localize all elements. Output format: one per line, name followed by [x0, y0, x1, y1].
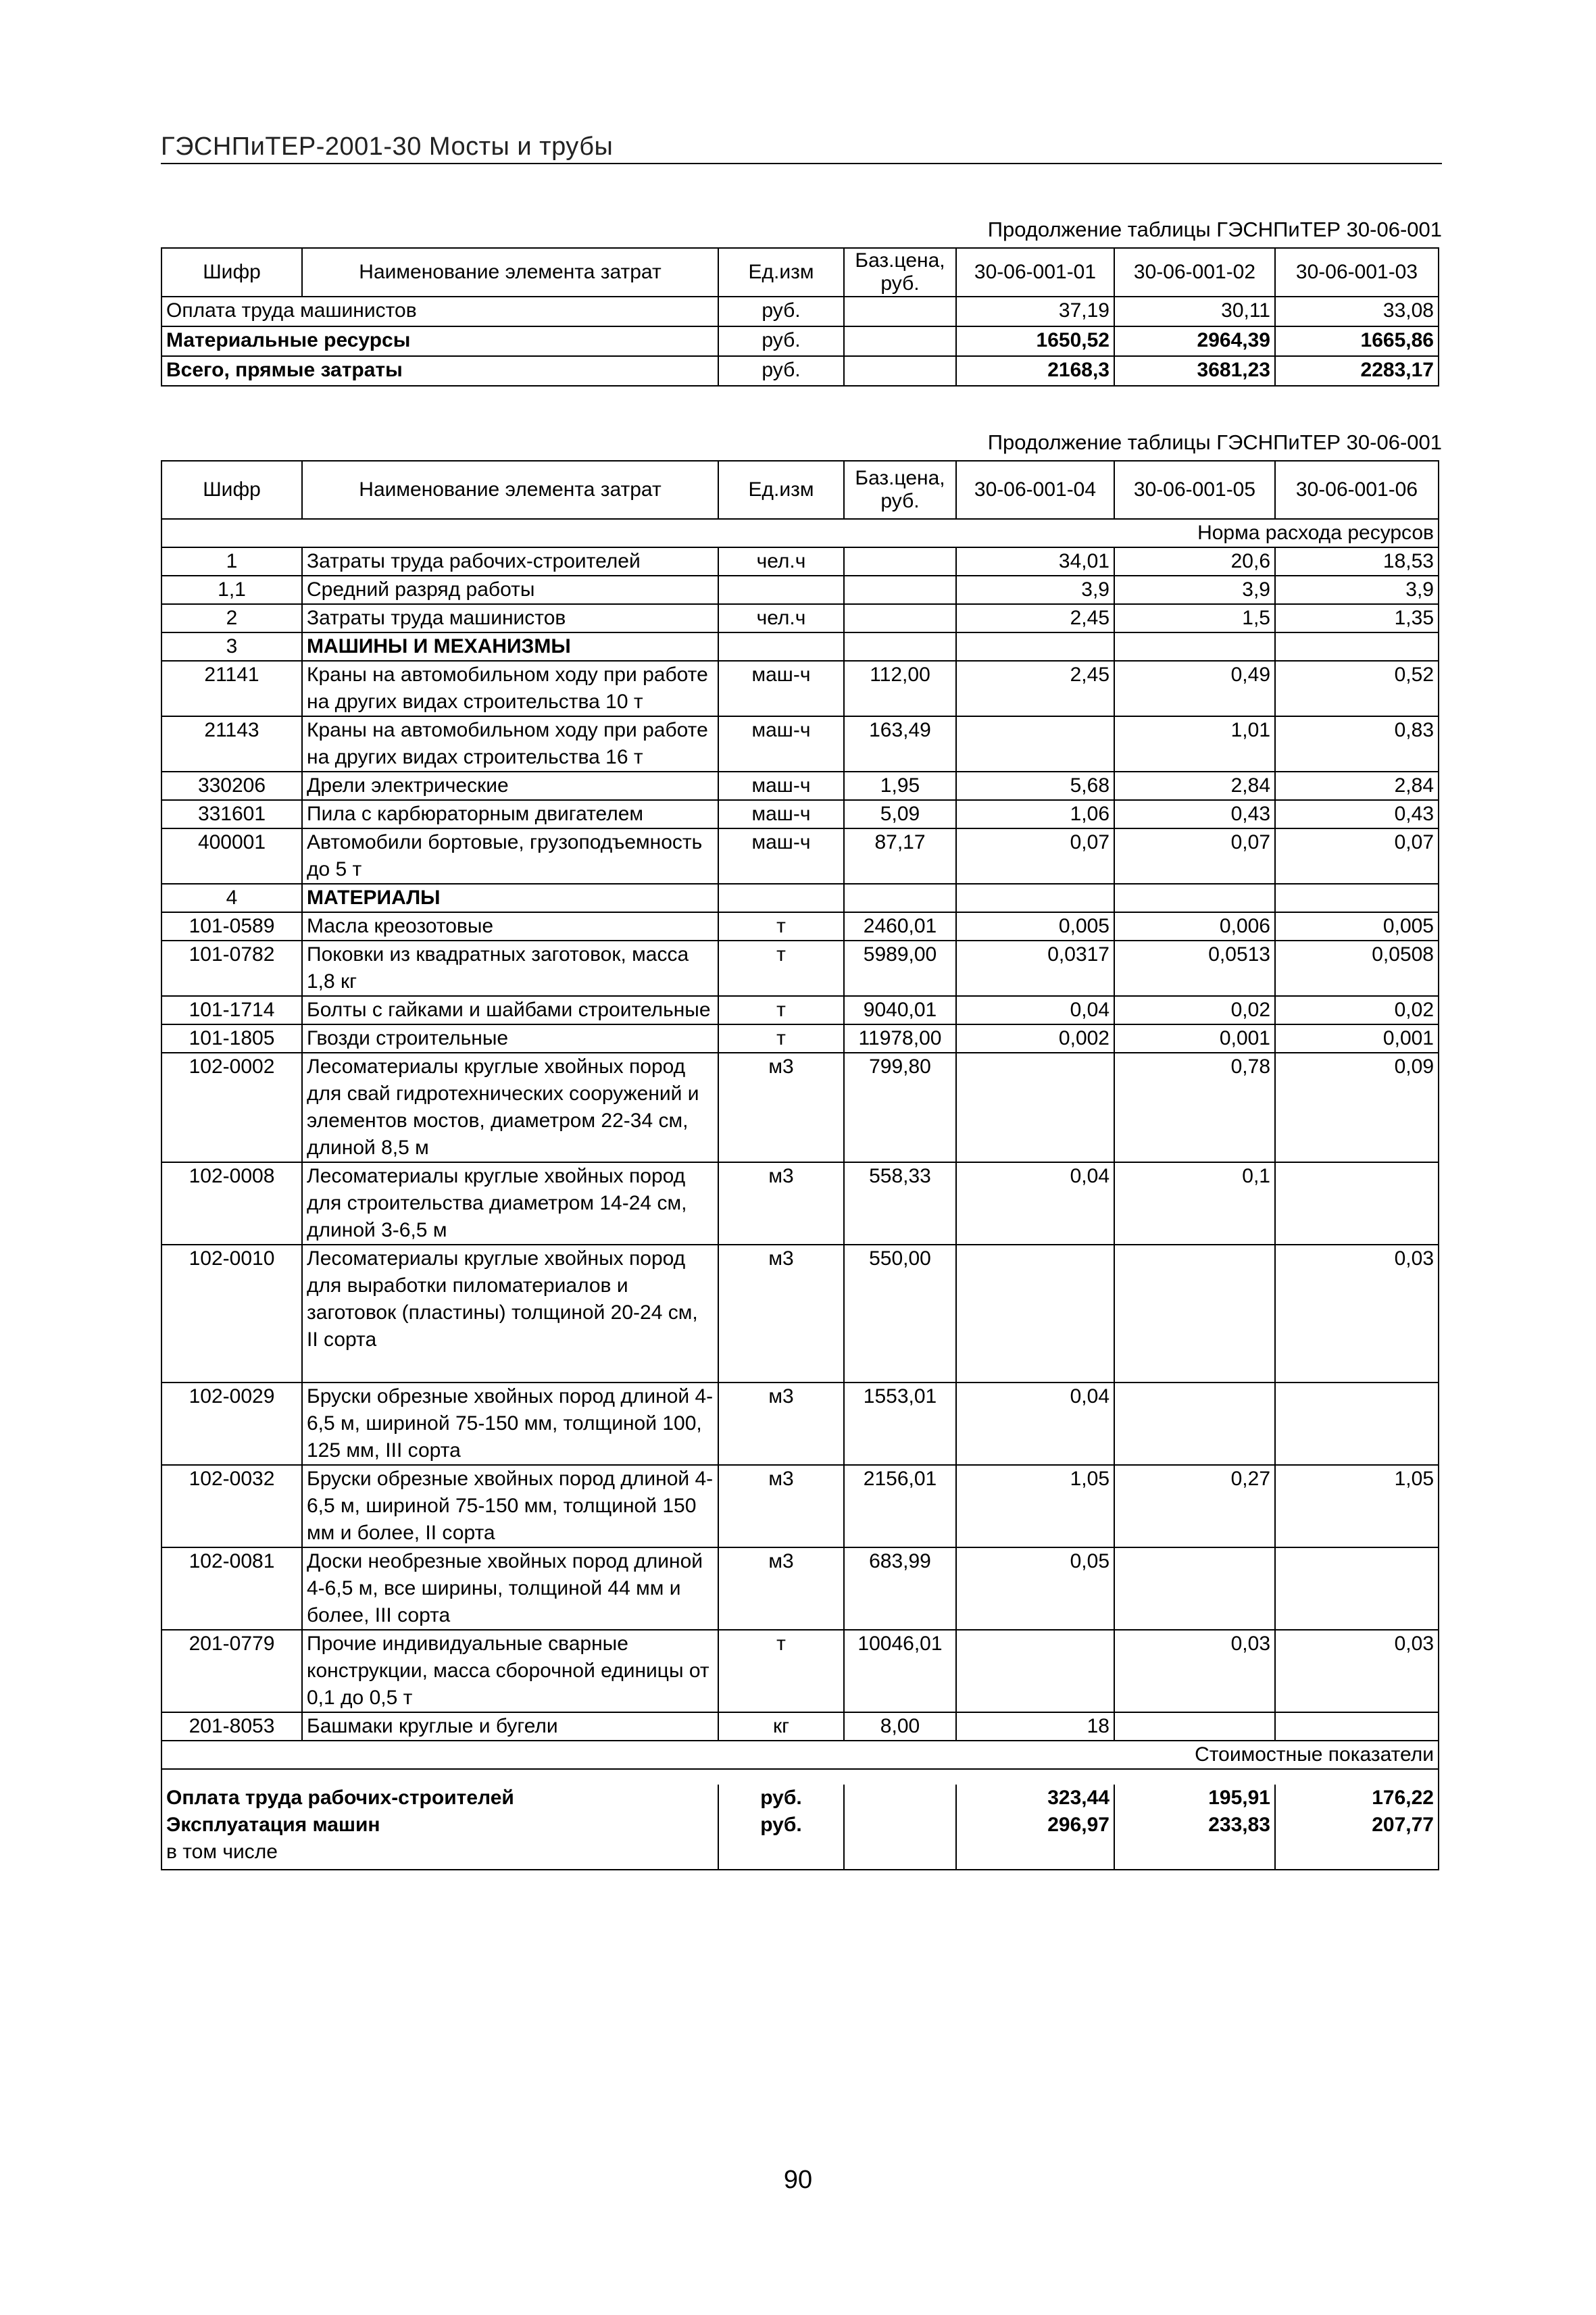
value-cell: 3,9 [1114, 576, 1275, 604]
section-row [161, 884, 1439, 912]
value-cell: 3,9 [956, 576, 1114, 604]
value-cell [1114, 1245, 1275, 1383]
code-cell: 101-0782 [161, 941, 302, 996]
unit-cell: м3 [718, 1465, 844, 1547]
total-name-cell: Эксплуатация машин [161, 1812, 718, 1839]
total-value-cell: 296,97 [956, 1812, 1114, 1839]
col-header-norm-05: 30-06-001-05 [1114, 461, 1275, 519]
name-cell: Затраты труда машинистов [302, 604, 718, 632]
table2-header-row [161, 461, 1439, 519]
value-cell: 2168,3 [956, 356, 1114, 386]
price-cell: 5,09 [844, 800, 956, 828]
value-cell [1275, 1712, 1439, 1741]
code-cell: 21141 [161, 661, 302, 716]
price-cell: 799,80 [844, 1053, 956, 1162]
value-cell: 0,001 [1114, 1024, 1275, 1053]
value-cell: 1,05 [1275, 1465, 1439, 1547]
total-name-cell: в том числе [161, 1839, 718, 1870]
code-cell: 1,1 [161, 576, 302, 604]
table1-header-row [161, 248, 1439, 297]
resource-row [161, 1547, 1439, 1630]
value-cell: 3,9 [1275, 576, 1439, 604]
resource-row [161, 1630, 1439, 1712]
price-cell: 1,95 [844, 772, 956, 800]
norm-label: Норма расхода ресурсов [161, 519, 1439, 547]
unit-cell: маш-ч [718, 716, 844, 772]
code-cell: 4 [161, 884, 302, 912]
resource-row [161, 547, 1439, 576]
name-cell: Масла креозотовые [302, 912, 718, 941]
value-cell: 0,07 [1114, 828, 1275, 884]
spacer-cell [161, 1769, 1439, 1785]
value-cell: 2,45 [956, 604, 1114, 632]
unit-cell: чел.ч [718, 604, 844, 632]
price-cell: 163,49 [844, 716, 956, 772]
unit-cell: м3 [718, 1053, 844, 1162]
resource-row [161, 1712, 1439, 1741]
total-value-cell [1275, 1839, 1439, 1870]
cost-summary-table [161, 247, 1439, 387]
code-cell: 21143 [161, 716, 302, 772]
resource-row [161, 1053, 1439, 1162]
price-cell: 558,33 [844, 1162, 956, 1245]
value-cell: 0,0317 [956, 941, 1114, 996]
col-header-norm-04: 30-06-001-04 [956, 461, 1114, 519]
unit-cell: руб. [718, 1812, 844, 1839]
value-cell: 0,006 [1114, 912, 1275, 941]
unit-cell: чел.ч [718, 547, 844, 576]
unit-cell: маш-ч [718, 828, 844, 884]
value-cell: 0,03 [1114, 1630, 1275, 1712]
total-row [161, 1785, 1439, 1812]
section-row [161, 632, 1439, 661]
value-cell: 0,27 [1114, 1465, 1275, 1547]
price-cell [844, 884, 956, 912]
price-cell [844, 576, 956, 604]
code-cell: 101-0589 [161, 912, 302, 941]
value-cell [1114, 1383, 1275, 1465]
unit-cell: м3 [718, 1245, 844, 1383]
value-cell: 0,1 [1114, 1162, 1275, 1245]
value-cell: 0,09 [1275, 1053, 1439, 1162]
unit-cell: руб. [718, 297, 844, 326]
code-cell: 102-0008 [161, 1162, 302, 1245]
value-cell: 3681,23 [1114, 356, 1275, 386]
value-cell [956, 1053, 1114, 1162]
total-value-cell: 233,83 [1114, 1812, 1275, 1839]
price-cell: 5989,00 [844, 941, 956, 996]
value-cell: 0,43 [1275, 800, 1439, 828]
col-header-norm-01: 30-06-001-01 [956, 248, 1114, 297]
col-header-name: Наименование элемента затрат [302, 461, 718, 519]
value-cell: 0,005 [1275, 912, 1439, 941]
cost-row [161, 326, 1439, 356]
price-cell [844, 604, 956, 632]
value-cell: 0,05 [956, 1547, 1114, 1630]
value-cell: 1650,52 [956, 326, 1114, 356]
total-value-cell [1114, 1839, 1275, 1870]
price-cell: 2156,01 [844, 1465, 956, 1547]
code-cell: 3 [161, 632, 302, 661]
unit-cell: маш-ч [718, 800, 844, 828]
resource-row [161, 996, 1439, 1024]
unit-cell: т [718, 1630, 844, 1712]
price-cell: 550,00 [844, 1245, 956, 1383]
price-cell: 683,99 [844, 1547, 956, 1630]
code-cell: 400001 [161, 828, 302, 884]
value-cell: 0,03 [1275, 1630, 1439, 1712]
price-cell: 11978,00 [844, 1024, 956, 1053]
norm-label-row [161, 519, 1439, 547]
name-cell: Затраты труда рабочих-строителей [302, 547, 718, 576]
value-cell: 1,05 [956, 1465, 1114, 1547]
price-cell [844, 1812, 956, 1839]
name-cell: Гвозди строительные [302, 1024, 718, 1053]
value-cell: 0,03 [1275, 1245, 1439, 1383]
cost-row [161, 297, 1439, 326]
price-cell: 2460,01 [844, 912, 956, 941]
value-cell: 2964,39 [1114, 326, 1275, 356]
value-cell: 0,02 [1275, 996, 1439, 1024]
code-cell: 102-0032 [161, 1465, 302, 1547]
name-cell: Болты с гайками и шайбами строительные [302, 996, 718, 1024]
value-cell: 1,01 [1114, 716, 1275, 772]
unit-cell: т [718, 1024, 844, 1053]
code-cell: 102-0002 [161, 1053, 302, 1162]
resource-row [161, 912, 1439, 941]
value-cell: 0,005 [956, 912, 1114, 941]
value-cell [1275, 884, 1439, 912]
resource-row [161, 1383, 1439, 1465]
value-cell: 5,68 [956, 772, 1114, 800]
name-cell: Лесоматериалы круглые хвойных пород для свай гидротехнических сооружений и элементов мостов, диаметром 22-34 см, длиной 8,5 м [302, 1053, 718, 1162]
value-cell: 0,04 [956, 996, 1114, 1024]
resource-row [161, 1024, 1439, 1053]
value-cell: 33,08 [1275, 297, 1439, 326]
code-cell: 1 [161, 547, 302, 576]
name-cell: МАТЕРИАЛЫ [302, 884, 718, 912]
unit-cell: м3 [718, 1547, 844, 1630]
code-cell: 331601 [161, 800, 302, 828]
value-cell [956, 1245, 1114, 1383]
col-header-unit: Ед.изм [718, 461, 844, 519]
value-cell: 0,07 [956, 828, 1114, 884]
code-cell: 102-0010 [161, 1245, 302, 1383]
name-cell: Автомобили бортовые, грузоподъемность до 5 т [302, 828, 718, 884]
col-header-code: Шифр [161, 248, 302, 297]
name-cell: Поковки из квадратных заготовок, масса 1,8 кг [302, 941, 718, 996]
unit-cell: маш-ч [718, 661, 844, 716]
name-cell: Краны на автомобильном ходу при работе на других видах строительства 16 т [302, 716, 718, 772]
value-cell: 2,84 [1114, 772, 1275, 800]
resource-row [161, 604, 1439, 632]
value-cell: 0,04 [956, 1162, 1114, 1245]
cost-name-cell: Оплата труда машинистов [161, 297, 718, 326]
cost-label-row [161, 1741, 1439, 1769]
unit-cell [718, 1839, 844, 1870]
value-cell [1114, 884, 1275, 912]
unit-cell: руб. [718, 1785, 844, 1812]
value-cell: 0,78 [1114, 1053, 1275, 1162]
value-cell: 2283,17 [1275, 356, 1439, 386]
total-value-cell [956, 1839, 1114, 1870]
code-cell: 330206 [161, 772, 302, 800]
value-cell [1275, 1547, 1439, 1630]
price-cell: 10046,01 [844, 1630, 956, 1712]
value-cell: 2,84 [1275, 772, 1439, 800]
value-cell: 0,49 [1114, 661, 1275, 716]
cost-row [161, 356, 1439, 386]
col-header-base-price: Баз.цена, руб. [844, 248, 956, 297]
value-cell: 0,0508 [1275, 941, 1439, 996]
col-header-unit: Ед.изм [718, 248, 844, 297]
name-cell: Доски необрезные хвойных пород длиной 4-6,5 м, все ширины, толщиной 44 мм и более, III сорта [302, 1547, 718, 1630]
name-cell: Средний разряд работы [302, 576, 718, 604]
resource-row [161, 661, 1439, 716]
name-cell: Лесоматериалы круглые хвойных пород для строительства диаметром 14-24 см, длиной 3-6,5 м [302, 1162, 718, 1245]
value-cell: 1,35 [1275, 604, 1439, 632]
value-cell [956, 716, 1114, 772]
col-header-norm-03: 30-06-001-03 [1275, 248, 1439, 297]
unit-cell: т [718, 912, 844, 941]
unit-cell: м3 [718, 1162, 844, 1245]
price-cell: 9040,01 [844, 996, 956, 1024]
value-cell: 0,0513 [1114, 941, 1275, 996]
price-cell [844, 1839, 956, 1870]
name-cell: Пила с карбюраторным двигателем [302, 800, 718, 828]
value-cell [1114, 1712, 1275, 1741]
price-cell [844, 632, 956, 661]
price-cell [844, 326, 956, 356]
unit-cell [718, 632, 844, 661]
name-cell: Прочие индивидуальные сварные конструкции, масса сборочной единицы от 0,1 до 0,5 т [302, 1630, 718, 1712]
page-number: 90 [783, 2166, 813, 2194]
total-row [161, 1812, 1439, 1839]
name-cell: Краны на автомобильном ходу при работе на других видах строительства 10 т [302, 661, 718, 716]
unit-cell: руб. [718, 356, 844, 386]
total-value-cell: 195,91 [1114, 1785, 1275, 1812]
unit-cell: маш-ч [718, 772, 844, 800]
total-value-cell: 176,22 [1275, 1785, 1439, 1812]
cost-label: Стоимостные показатели [161, 1741, 1439, 1769]
value-cell: 0,83 [1275, 716, 1439, 772]
code-cell: 101-1805 [161, 1024, 302, 1053]
resource-row [161, 828, 1439, 884]
value-cell: 1,06 [956, 800, 1114, 828]
unit-cell: кг [718, 1712, 844, 1741]
total-name-cell: Оплата труда рабочих-строителей [161, 1785, 718, 1812]
value-cell [1275, 1383, 1439, 1465]
page-header-title: ГЭСНПиТЕР-2001-30 Мосты и трубы [161, 132, 1442, 164]
unit-cell [718, 884, 844, 912]
value-cell: 37,19 [956, 297, 1114, 326]
value-cell: 30,11 [1114, 297, 1275, 326]
spacer-row [161, 1769, 1439, 1785]
value-cell: 0,07 [1275, 828, 1439, 884]
resource-row [161, 800, 1439, 828]
unit-cell: т [718, 941, 844, 996]
value-cell: 0,002 [956, 1024, 1114, 1053]
price-cell [844, 297, 956, 326]
unit-cell: руб. [718, 326, 844, 356]
name-cell: Дрели электрические [302, 772, 718, 800]
col-header-norm-06: 30-06-001-06 [1275, 461, 1439, 519]
table2-caption: Продолжение таблицы ГЭСНПиТЕР 30-06-001 [987, 430, 1442, 454]
value-cell: 20,6 [1114, 547, 1275, 576]
value-cell: 18,53 [1275, 547, 1439, 576]
value-cell [956, 632, 1114, 661]
unit-cell: м3 [718, 1383, 844, 1465]
resource-row [161, 772, 1439, 800]
price-cell [844, 356, 956, 386]
value-cell: 1,5 [1114, 604, 1275, 632]
total-value-cell: 207,77 [1275, 1812, 1439, 1839]
cost-name-cell: Материальные ресурсы [161, 326, 718, 356]
price-cell [844, 547, 956, 576]
col-header-norm-02: 30-06-001-02 [1114, 248, 1275, 297]
price-cell: 8,00 [844, 1712, 956, 1741]
total-value-cell: 323,44 [956, 1785, 1114, 1812]
price-cell: 1553,01 [844, 1383, 956, 1465]
value-cell: 34,01 [956, 547, 1114, 576]
value-cell: 0,04 [956, 1383, 1114, 1465]
resource-norms-table [161, 460, 1439, 1870]
code-cell: 201-8053 [161, 1712, 302, 1741]
value-cell: 18 [956, 1712, 1114, 1741]
value-cell: 1665,86 [1275, 326, 1439, 356]
resource-row [161, 1465, 1439, 1547]
value-cell [1275, 1162, 1439, 1245]
cost-name-cell: Всего, прямые затраты [161, 356, 718, 386]
resource-row [161, 941, 1439, 996]
value-cell [1275, 632, 1439, 661]
resource-row [161, 1162, 1439, 1245]
name-cell: Бруски обрезные хвойных пород длиной 4-6,5 м, шириной 75-150 мм, толщиной 150 мм и более, II сорта [302, 1465, 718, 1547]
code-cell: 101-1714 [161, 996, 302, 1024]
resource-row [161, 716, 1439, 772]
resource-row [161, 576, 1439, 604]
value-cell: 2,45 [956, 661, 1114, 716]
resource-row [161, 1245, 1439, 1383]
value-cell [1114, 632, 1275, 661]
code-cell: 2 [161, 604, 302, 632]
value-cell: 0,43 [1114, 800, 1275, 828]
total-row [161, 1839, 1439, 1870]
code-cell: 102-0081 [161, 1547, 302, 1630]
table1-caption: Продолжение таблицы ГЭСНПиТЕР 30-06-001 [987, 218, 1442, 241]
col-header-name: Наименование элемента затрат [302, 248, 718, 297]
value-cell: 0,52 [1275, 661, 1439, 716]
price-cell: 112,00 [844, 661, 956, 716]
name-cell: Башмаки круглые и бугели [302, 1712, 718, 1741]
code-cell: 102-0029 [161, 1383, 302, 1465]
unit-cell [718, 576, 844, 604]
code-cell: 201-0779 [161, 1630, 302, 1712]
name-cell: МАШИНЫ И МЕХАНИЗМЫ [302, 632, 718, 661]
unit-cell: т [718, 996, 844, 1024]
value-cell: 0,001 [1275, 1024, 1439, 1053]
value-cell [1114, 1547, 1275, 1630]
value-cell: 0,02 [1114, 996, 1275, 1024]
value-cell [956, 884, 1114, 912]
name-cell: Лесоматериалы круглые хвойных пород для выработки пиломатериалов и заготовок (пластины) толщиной 20-24 см, II сорта [302, 1245, 718, 1383]
value-cell [956, 1630, 1114, 1712]
price-cell: 87,17 [844, 828, 956, 884]
price-cell [844, 1785, 956, 1812]
name-cell: Бруски обрезные хвойных пород длиной 4-6,5 м, шириной 75-150 мм, толщиной 100, 125 мм, III сорта [302, 1383, 718, 1465]
col-header-code: Шифр [161, 461, 302, 519]
col-header-base-price: Баз.цена, руб. [844, 461, 956, 519]
